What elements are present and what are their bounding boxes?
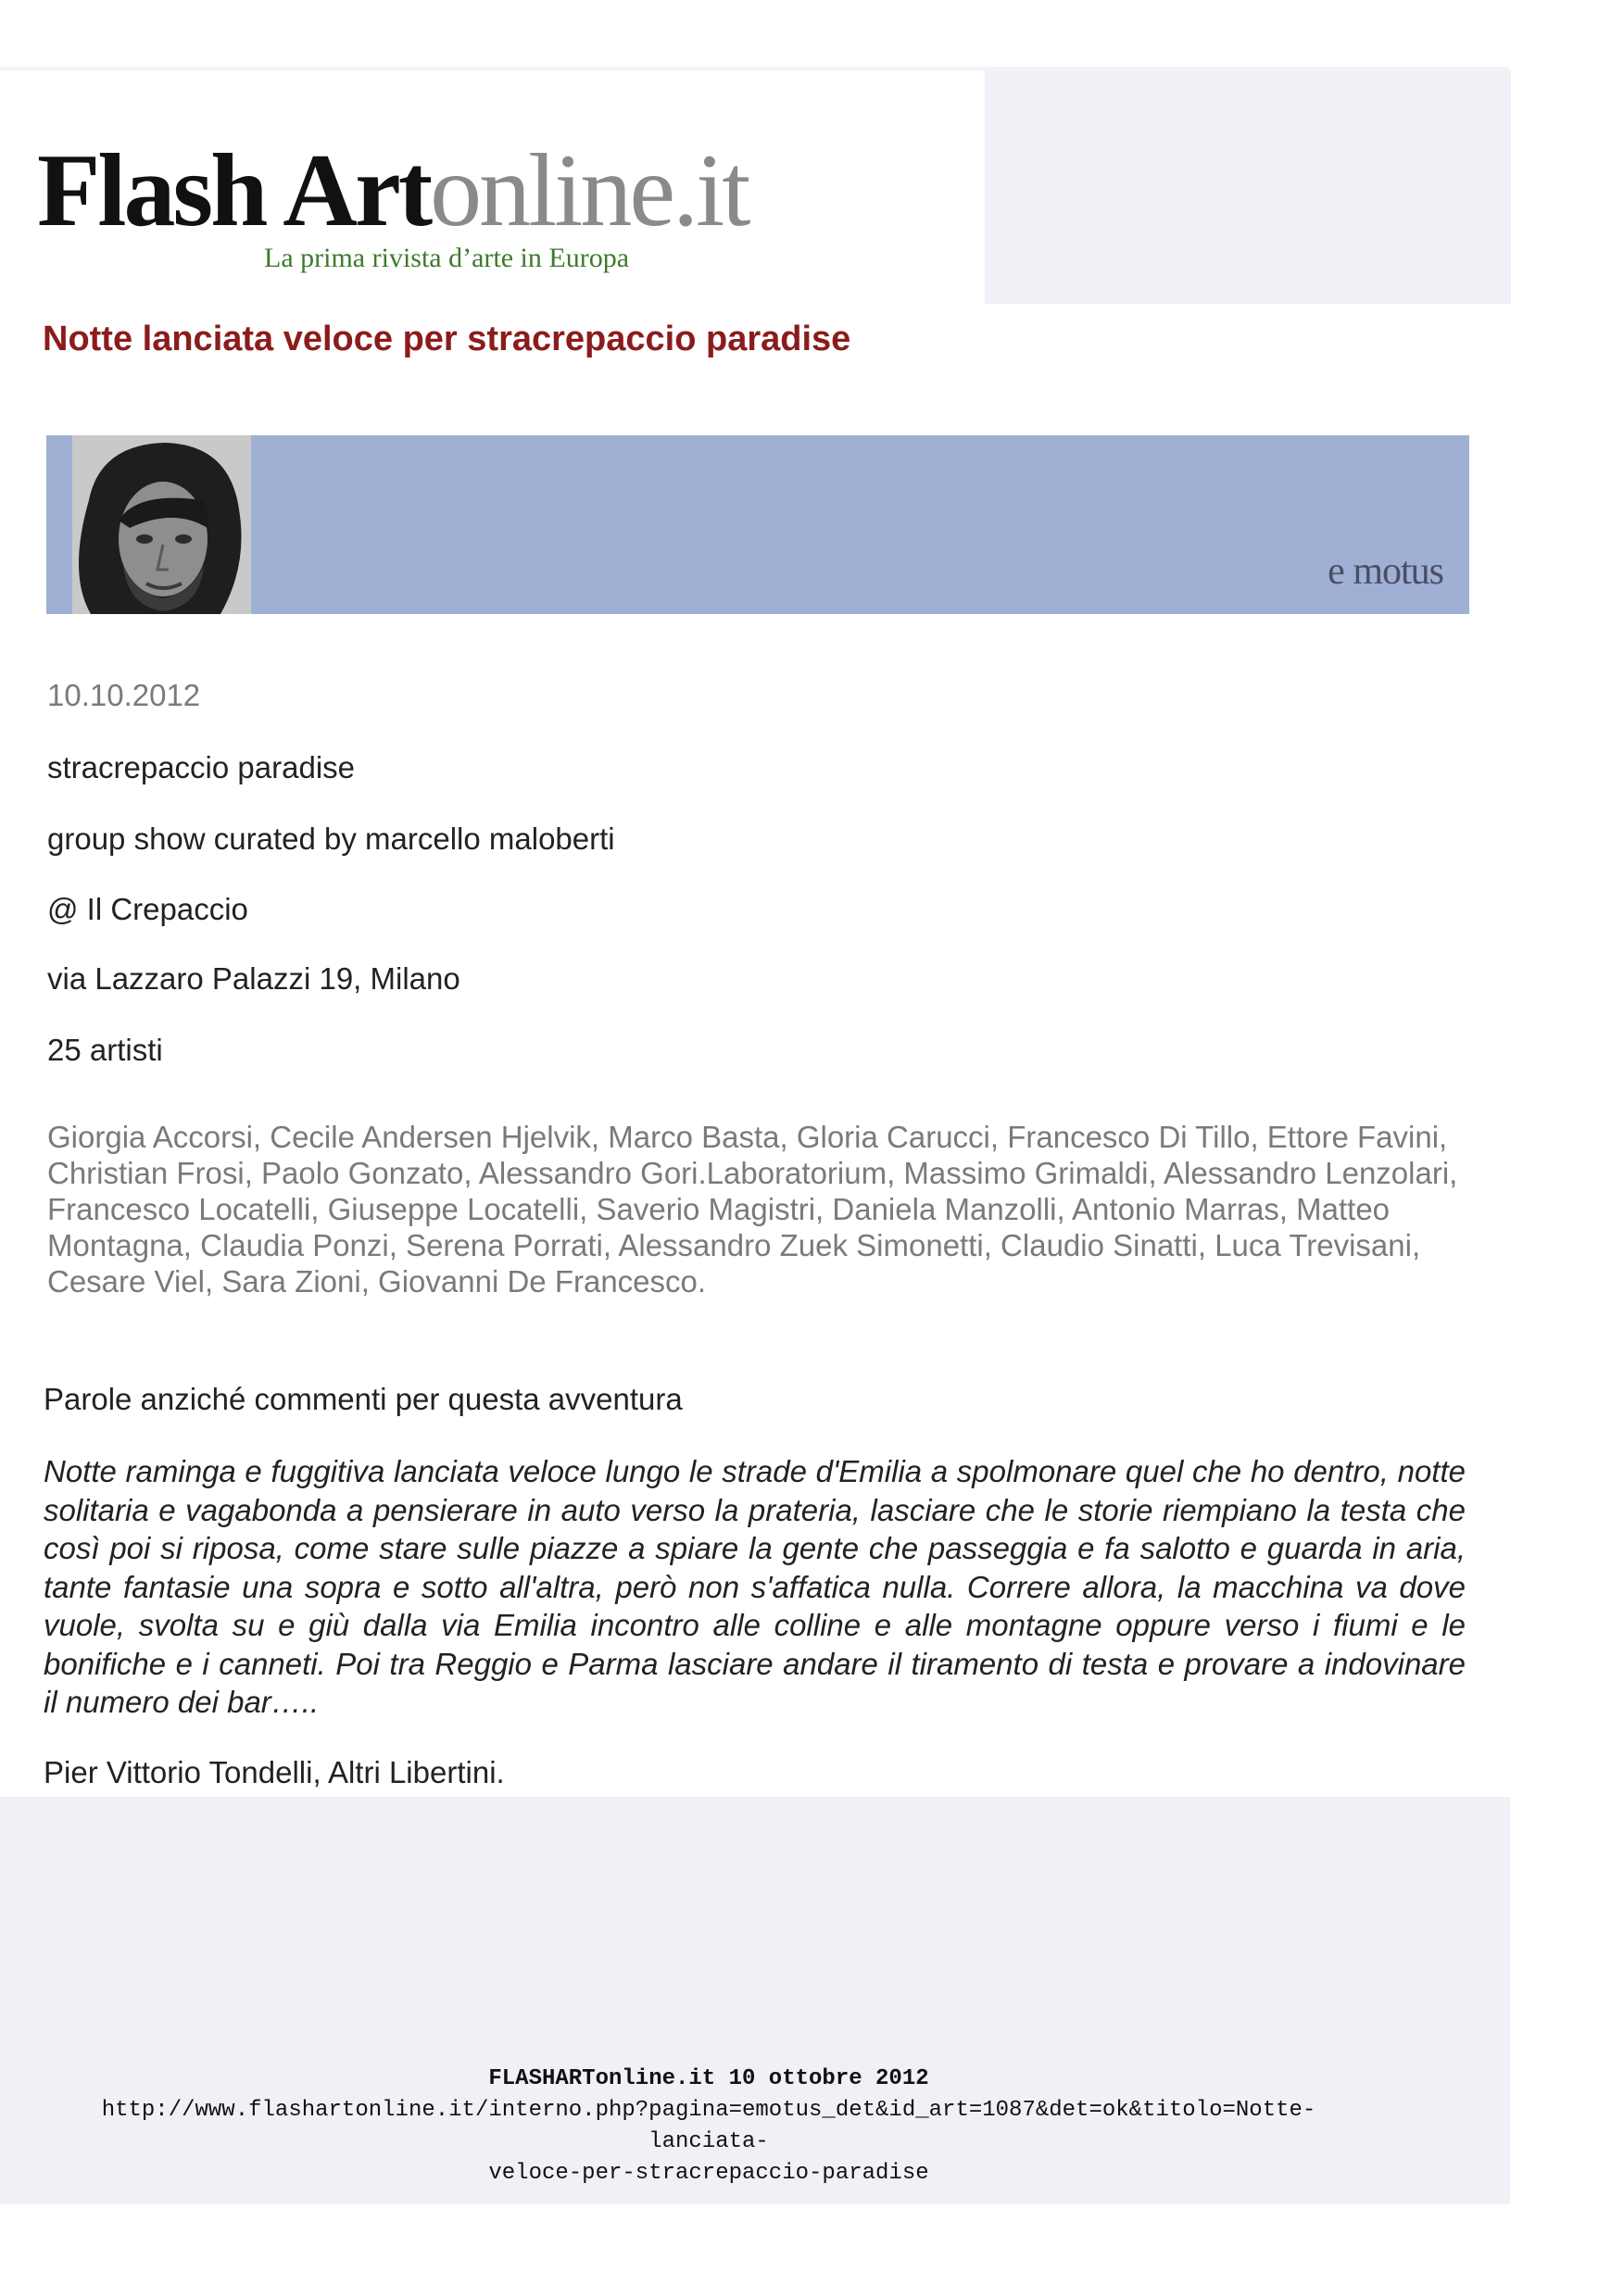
quote-source: Pier Vittorio Tondelli, Altri Libertini. — [44, 1755, 505, 1789]
author-banner — [46, 435, 1469, 614]
logo-wordmark — [37, 133, 749, 248]
author-avatar — [72, 435, 251, 614]
intro-text: Parole anziché commenti per questa avventura — [44, 1382, 683, 1416]
artist-count: 25 artisti — [47, 1033, 163, 1067]
footer-title: FLASHARTonline.it 10 ottobre 2012 — [488, 2066, 929, 2091]
logo-brand-light: online.it — [430, 133, 749, 248]
logo-brand-bold: Flash Art — [37, 133, 431, 248]
show-address: via Lazzaro Palazzi 19, Milano — [47, 961, 460, 996]
article-headline: Notte lanciata veloce per stracrepaccio paradise — [43, 320, 851, 358]
show-title: stracrepaccio paradise — [47, 750, 355, 784]
logo-tagline: La prima rivista d’arte in Europa — [264, 243, 630, 273]
show-curator: group show curated by marcello maloberti — [47, 822, 615, 856]
footer-url-line-1: http://www.flashartonline.it/interno.php?pagina=emotus_det&id_art=1087&det=ok&titolo=Notte- — [101, 2098, 1316, 2123]
article-date: 10.10.2012 — [47, 678, 201, 712]
footer-url-line-3: veloce-per-stracrepaccio-paradise — [488, 2161, 929, 2186]
footer-url-line-2: lanciata- — [648, 2129, 769, 2154]
site-logo[interactable] — [37, 133, 749, 278]
quote-text: Notte raminga e fuggitiva lanciata veloce lungo le strade d'Emilia a spolmonare quel che ho dentro, notte solitaria e vagabonda a pensierare in auto verso la prateria, lasciare che le storie riempiano la testa che così poi si riposa, come stare sulle piazze a spiare la gente che passeggia e fa salotto e guarda in aria, tante fantasie una sopra e sotto all'altra, però non s'affatica nulla. Correre allora, la macchina va dove vuole, svolta su e giù dalla via Emilia incontro alle colline e alle montagne oppure verso i fiumi e le bonifiche e i canneti. Poi tra Reggio e Parma lasciare andare il tiramento di testa e provare a indovinare il numero dei bar….. — [44, 1454, 1466, 1719]
artist-list: Giorgia Accorsi, Cecile Andersen Hjelvik, Marco Basta, Gloria Carucci, Francesco Di Tillo, Ettore Favini, Christian Frosi, Paolo Gonzato, Alessandro Gori.Laboratorium, Massimo Grimaldi, Alessandro Lenzolari, Francesco Locatelli, Giuseppe Locatelli, Saverio Magistri, Daniela Manzolli, Antonio Marras, Matteo Montagna, Claudia Ponzi, Serena Porrati, Alessandro Zuek Simonetti, Claudio Sinatti, Luca Trevisani, Cesare Viel, Sara Zioni, Giovanni De Francesco. — [47, 1120, 1458, 1299]
page-footer — [0, 2064, 1417, 2189]
header-side-panel — [985, 70, 1511, 304]
section-label[interactable]: e motus — [1328, 550, 1443, 593]
show-venue: @ Il Crepaccio — [47, 892, 248, 926]
